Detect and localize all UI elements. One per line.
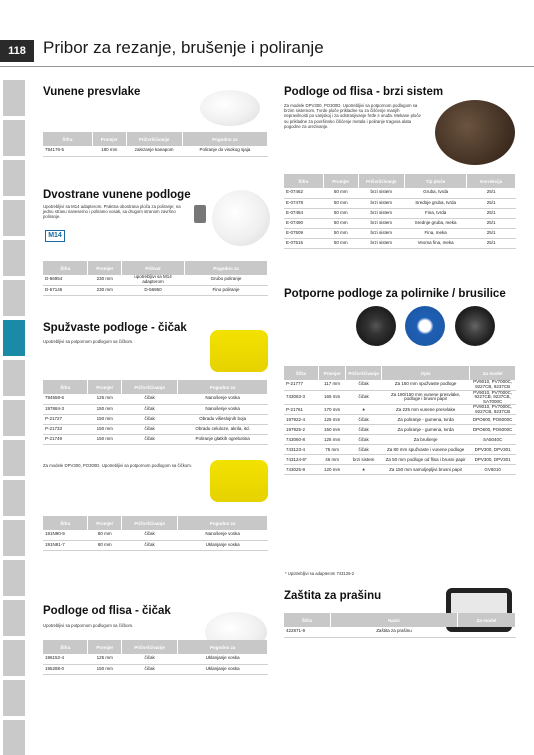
sidebar-tab[interactable] [3, 120, 25, 156]
column-header: Promjer [88, 261, 122, 275]
sidebar-tab[interactable] [3, 320, 25, 356]
table-cell: Obradu višeslojnih boja [178, 414, 268, 424]
table-cell: čičak [122, 424, 178, 434]
table-cell: čičak [122, 404, 178, 414]
table-cell: D-56960 [122, 285, 185, 295]
table-row [284, 455, 516, 465]
table-cell: Za brušenje [381, 435, 469, 445]
double-wool-pad-image [212, 190, 270, 246]
table-cell: 170 mm [318, 405, 346, 415]
table-cell: 75 mm [318, 445, 346, 455]
table-cell: DPV300, DPV301 [470, 445, 516, 455]
table-row [284, 415, 516, 425]
sidebar-tab[interactable] [3, 440, 25, 476]
table-cell: 150 mm [88, 424, 122, 434]
table-cell: Uklanjanje voska [178, 664, 268, 674]
table-cell: 197922-4 [284, 415, 318, 425]
table-cell: 125 mm [318, 415, 346, 425]
table-cell: E-07484 [284, 208, 323, 218]
table-cell: E-07478 [284, 198, 323, 208]
table-cell: 191N90-9 [43, 530, 88, 540]
dvostrane-title: Dvostrane vunene podloge [43, 189, 191, 201]
table-cell: 25/1 [467, 228, 516, 238]
spuzvaste-table [43, 380, 268, 445]
table-cell: 794558-6 [43, 394, 88, 404]
table-cell: čičak [346, 380, 382, 390]
sidebar-tab[interactable] [3, 240, 25, 276]
table-cell: Poliranje do visokog sjaja [182, 146, 267, 156]
sidebar-tab[interactable] [3, 280, 25, 316]
table-row [43, 404, 268, 414]
table-cell: PV9010, PV7000C, 9227CB, 9237CB [470, 405, 516, 415]
table-cell: 150 mm [318, 425, 346, 435]
sidebar-tab[interactable] [3, 680, 25, 716]
table-row [284, 390, 516, 405]
table-cell: 25/1 [467, 238, 516, 248]
table-cell: Nanošenje voska [178, 530, 268, 540]
table-cell: Poliranje glatkih ogrebotina [178, 434, 268, 444]
table-cell: 25/1 [467, 188, 516, 198]
table-row [43, 424, 268, 434]
table-cell: čičak [122, 394, 178, 404]
table-cell: 197925-2 [284, 425, 318, 435]
table-cell: 165 mm [318, 390, 346, 405]
table-cell: Srednje gruba, meka [404, 218, 467, 228]
table-cell: Gruba, tvrda [404, 188, 467, 198]
table-cell: D-57146 [43, 285, 88, 295]
column-header: Prihvat [122, 261, 185, 275]
table-row [43, 434, 268, 444]
table-cell: 117 mm [318, 380, 346, 390]
sidebar-tab[interactable] [3, 640, 25, 676]
table-cell: Srednje gruba, tvrda [404, 198, 467, 208]
table-cell: 50 mm [323, 198, 358, 208]
column-header: Promjer [88, 640, 122, 654]
table-cell: 150 mm [88, 404, 122, 414]
table-cell: 80 mm [88, 530, 122, 540]
table-cell: Grubo poliranje [184, 275, 267, 285]
table-cell: 743123-4 [284, 445, 318, 455]
flis-brzi-desc: Za modele DPV300, PO300D. Upotrebljivi sa potpornom podlogom sa brzim sistemom. Tvrde ploče prikladne su za čišćenje manjih nepravilnosti po vanjskoj i za odstranjivanje hrđe s oruđa. Mekane ploče su prikladne za površinsko čišćenje metala i poliranje tragova alata pogodne za urezivanje. [284, 103, 421, 129]
column-header: Pogodno za [178, 640, 268, 654]
table-cell: Veoma fina, meka [404, 238, 467, 248]
table-cell: E-07490 [284, 218, 323, 228]
table-cell: Fina, meka [404, 228, 467, 238]
table-cell: 125 mm [88, 654, 122, 664]
table-cell: E-07509 [284, 228, 323, 238]
table-cell: 743063-3 [284, 390, 318, 405]
table-cell: 743124-6* [284, 455, 318, 465]
sidebar-tab[interactable] [3, 80, 25, 116]
sidebar-tab[interactable] [3, 600, 25, 636]
column-header: Pogodno za [178, 380, 268, 394]
column-header: Pogodno za [184, 261, 267, 275]
table-row [284, 228, 516, 238]
table-cell: brzi sistem [358, 238, 404, 248]
zastita-table [284, 613, 516, 638]
column-header: Šifra [43, 640, 88, 654]
table-cell: 150 mm [88, 434, 122, 444]
table-row [43, 540, 268, 550]
sidebar-tab[interactable] [3, 200, 25, 236]
table-cell: P-21777 [284, 380, 318, 390]
potporne-footnote: * Upotrebljivi sa adapterom 743126-2 [285, 571, 355, 576]
column-header: Pričvršćivanje [346, 366, 382, 380]
table-cell: ∗ [346, 465, 382, 475]
sponge-pad-small-image [210, 460, 268, 502]
table-cell: Za 180/150 mm vunene presvlake, podloge i brusni papir [381, 390, 469, 405]
table-cell: 422871-9 [284, 627, 330, 637]
backing-pad-black-image [356, 306, 396, 346]
column-header: Tip ploče [404, 174, 467, 188]
fleece-disc-image [435, 100, 515, 165]
column-header: Šifra [43, 516, 88, 530]
table-row [284, 627, 516, 637]
column-header: Šifra [284, 613, 330, 627]
table-cell: 25/1 [467, 218, 516, 228]
table-cell: Fino poliranje [184, 285, 267, 295]
table-row [43, 146, 268, 156]
column-header: Promjer [92, 132, 126, 146]
table-cell: čičak [346, 390, 382, 405]
table-cell: 46 mm [318, 455, 346, 465]
table-cell: Za 150 mm spužvaste podloge [381, 380, 469, 390]
column-header: Promjer [88, 380, 122, 394]
table-cell: čičak [122, 540, 178, 550]
column-header: Korrekcija [467, 174, 516, 188]
table-cell: 80 mm [88, 540, 122, 550]
column-header: Pričvršćivanje [122, 640, 178, 654]
table-cell: 50 mm [323, 218, 358, 228]
table-row [43, 664, 268, 674]
table-cell: 150 mm [88, 664, 122, 674]
table-cell: Nanošenje voska [178, 394, 268, 404]
table-cell: P-21761 [284, 405, 318, 415]
column-header: Pričvršćivanje [122, 516, 178, 530]
sidebar-tab[interactable] [3, 720, 25, 755]
flis-brzi-table [284, 174, 516, 249]
table-cell: Za 80 mm spužvaste i vunene podloge [381, 445, 469, 455]
table-cell: DPO600, PO6000C [470, 415, 516, 425]
table-cell: brzi sistem [358, 198, 404, 208]
table-row [284, 198, 516, 208]
column-header: Za model [458, 613, 516, 627]
zastita-title: Zaštita za prašinu [284, 590, 382, 602]
table-cell: PV001G [458, 627, 516, 637]
page-title: Pribor za rezanje, brušenje i poliranje [43, 38, 324, 57]
table-cell: upotrebljivi sa M14 adapterom [122, 275, 185, 285]
sidebar-tab[interactable] [3, 560, 25, 596]
flis-cicak-desc: Upotrebljivi sa potpornom podlogom sa čičkom. [43, 623, 134, 628]
table-cell: čičak [346, 415, 382, 425]
table-cell: P-21733 [43, 424, 88, 434]
table-cell: Za 225 mm vunene presvlake [381, 405, 469, 415]
table-row [43, 275, 268, 285]
table-row [284, 425, 516, 435]
sidebar-tab[interactable] [3, 400, 25, 436]
sidebar [3, 80, 25, 755]
table-cell: brzi sistem [358, 208, 404, 218]
table-cell: Za 50 mm podloge od flisa i brusni papir [381, 455, 469, 465]
table-cell: DPO600, PO6000C [470, 425, 516, 435]
table-cell: ∗ [346, 405, 382, 415]
table-cell: 743060-8 [284, 435, 318, 445]
table-cell: čičak [346, 445, 382, 455]
table-cell: čičak [122, 664, 178, 674]
table-cell: SA5040C [470, 435, 516, 445]
sidebar-tab[interactable] [3, 360, 25, 396]
table-row [284, 238, 516, 248]
vunene-title: Vunene presvlake [43, 86, 141, 98]
adapter-image [194, 205, 206, 223]
table-cell: Za poliranje - gumena, tvrda [381, 415, 469, 425]
table-cell: brzi sistem [358, 188, 404, 198]
flis-cicak-title: Podloge od flisa - čičak [43, 605, 171, 617]
table-cell: 197884-3 [43, 404, 88, 414]
table-cell: E-07462 [284, 188, 323, 198]
header-rule [0, 66, 534, 67]
table-cell: 191N91-7 [43, 540, 88, 550]
column-header: Promjer [318, 366, 346, 380]
table-cell: 150 mm [88, 414, 122, 424]
table-cell: 120 mm [318, 465, 346, 475]
dvostrane-desc: Upotrebljivi sa M14 adapterom. Praktna obostrana ploča za poliranje; na jednu stranu nanesemo i poliramo vosak, sa drugom stranom završno poliranje. [43, 204, 181, 220]
spuzvaste-title: Spužvaste podloge - čičak [43, 322, 187, 334]
column-header: Pogodno za [178, 516, 268, 530]
table-cell: brzi sistem [358, 228, 404, 238]
table-row [284, 218, 516, 228]
table-cell: brzi sistem [346, 455, 382, 465]
table-cell: 25/1 [467, 198, 516, 208]
table-row [43, 394, 268, 404]
table-cell: P-21749 [43, 434, 88, 444]
column-header: Šifra [43, 132, 92, 146]
column-header: Pričvršćivanje [358, 174, 404, 188]
table-cell: 50 mm [323, 208, 358, 218]
table-cell: zalezanje kanapom [126, 146, 182, 156]
potporne-title: Potporne podloge za polirnike / brusilice [284, 288, 506, 300]
table-cell: 125 mm [318, 435, 346, 445]
column-header: Promjer [88, 516, 122, 530]
table-row [284, 208, 516, 218]
table-cell: DPV300, DPV301 [470, 455, 516, 465]
table-row [284, 465, 516, 475]
table-cell: čičak [122, 434, 178, 444]
column-header: Šifra [284, 174, 323, 188]
table-cell: 195288-0 [43, 664, 88, 674]
table-cell: Nanošenje voska [178, 404, 268, 414]
vunene-table [43, 132, 268, 157]
table-cell: čičak [122, 654, 178, 664]
column-header: Šifra [284, 366, 318, 380]
table-cell: brzi sistem [358, 218, 404, 228]
column-header: Opis [381, 366, 469, 380]
table-cell: 794176-5 [43, 146, 92, 156]
table-row [284, 435, 516, 445]
table-cell: P-21727 [43, 414, 88, 424]
table-cell: 125 mm [88, 394, 122, 404]
sidebar-tab[interactable] [3, 160, 25, 196]
spuzvaste-desc: Upotrebljivi sa potpornom podlogom sa čičkom. [43, 339, 134, 344]
table-cell: čičak [346, 435, 382, 445]
column-header: Šifra [43, 380, 88, 394]
table-cell: 50 mm [323, 188, 358, 198]
table-cell: čičak [122, 530, 178, 540]
table-row [284, 405, 516, 415]
potporne-table [284, 366, 516, 475]
table-cell: PV9010, PV7000C, 9227CB, 9237CB, SA7000C [470, 390, 516, 405]
table-cell: Uklanjanje voska [178, 540, 268, 550]
table-row [43, 414, 268, 424]
page-number: 118 [0, 40, 34, 62]
table-cell: čičak [346, 425, 382, 435]
table-cell: E-07515 [284, 238, 323, 248]
table-cell: PV9010, PV7000C, 9227CB, 9237CB [470, 380, 516, 390]
table-cell: Obradu celuloze, akrila, itd. [178, 424, 268, 434]
column-header: Promjer [323, 174, 358, 188]
table-row [43, 530, 268, 540]
table-cell: Zaštita za prašinu [330, 627, 457, 637]
table-cell: 230 mm [88, 285, 122, 295]
m14-badge: M14 [45, 230, 65, 242]
flis-brzi-title: Podloge od flisa - brzi sistem [284, 86, 444, 98]
table-cell: 743025-8 [284, 465, 318, 475]
table-row [284, 445, 516, 455]
sponge-pad-image [210, 330, 268, 372]
dvostrane-table [43, 261, 268, 296]
table-cell: Za 150 mm samoljepljivi brusni papir [381, 465, 469, 475]
table-cell: Uklanjanje voska [178, 654, 268, 664]
table-cell: Za poliranje - gumena, tvrda [381, 425, 469, 435]
table-cell: 180 mm [92, 146, 126, 156]
table-cell: 50 mm [323, 238, 358, 248]
column-header: Pogodno za [182, 132, 267, 146]
table-cell: D-56954 [43, 275, 88, 285]
column-header: Pričvršćivanje [126, 132, 182, 146]
table-row [43, 285, 268, 295]
table-row [284, 380, 516, 390]
table-row [43, 654, 268, 664]
backing-pad-dark-image [455, 306, 495, 346]
table-row [284, 188, 516, 198]
column-header: Pričvršćivanje [122, 380, 178, 394]
backing-pad-blue-image [405, 306, 445, 346]
table-cell: 196152-4 [43, 654, 88, 664]
spuzvaste-table2 [43, 516, 268, 551]
column-header: Naziv [330, 613, 457, 627]
table-cell: 50 mm [323, 228, 358, 238]
sidebar-tab[interactable] [3, 520, 25, 556]
table-cell: 230 mm [88, 275, 122, 285]
flis-cicak-table [43, 640, 268, 675]
table-cell: čičak [122, 414, 178, 424]
table-cell: Fina, tvrda [404, 208, 467, 218]
wool-bonnet-image [200, 90, 260, 126]
column-header: Za model [470, 366, 516, 380]
table-cell: 25/1 [467, 208, 516, 218]
column-header: Šifra [43, 261, 88, 275]
spuzvaste-desc2: Za modele DPV300, PO300D. Upotrebljivi sa potpornom podlogom sa čičkom. [43, 463, 193, 468]
table-cell: GV6010 [470, 465, 516, 475]
sidebar-tab[interactable] [3, 480, 25, 516]
